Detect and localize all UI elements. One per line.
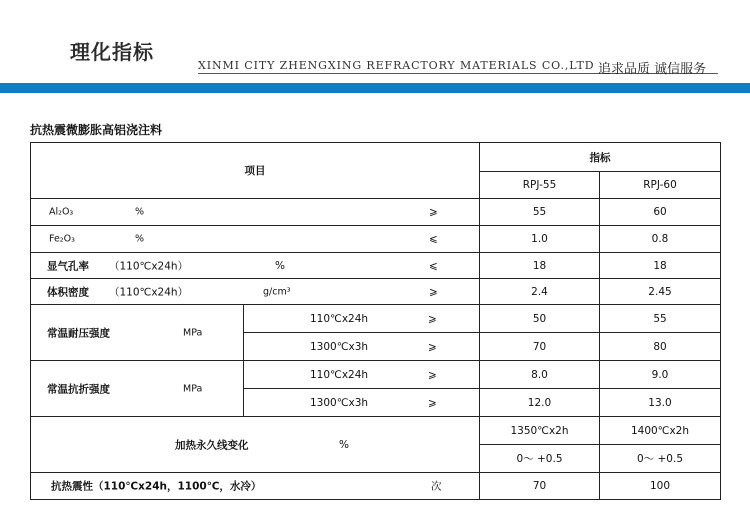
company-slogan: 追求品质 诚信服务 [598, 62, 707, 77]
table-row [31, 417, 721, 445]
condition-cell: 110℃x24h ⩾ [244, 305, 480, 333]
value-cell: 70 [480, 333, 600, 361]
value-cell: 2.4 [480, 279, 600, 305]
table-row [31, 361, 721, 389]
value-cell: 18 [600, 253, 721, 279]
value-cell: 9.0 [600, 361, 721, 389]
row-label-linear-change: 加热永久线变化 % [31, 417, 480, 473]
condition-cell: 1300℃x3h ⩾ [244, 389, 480, 417]
table-row [31, 226, 721, 253]
row-label-porosity: 显气孔率 （110℃x24h） % ⩽ [31, 253, 480, 279]
row-label-fe2o3: Fe₂O₃ % ⩽ [31, 226, 480, 253]
header-panel [0, 0, 750, 83]
value-cell: 50 [480, 305, 600, 333]
value-cell: 13.0 [600, 389, 721, 417]
header-banner [0, 0, 750, 93]
row-label-thermal-shock: 抗热震性（110℃x24h，1100℃，水冷） 次 [31, 473, 480, 500]
value-cell: 70 [480, 473, 600, 500]
table-header-row [31, 143, 721, 172]
value-cell: 0～ +0.5 [600, 445, 721, 473]
item-header: 项目 [31, 143, 480, 199]
page-title: 理化指标 [70, 40, 154, 64]
index-header: 指标 [480, 143, 721, 172]
row-label-crush-strength: 常温耐压强度 MPa [31, 305, 244, 361]
value-cell: 60 [600, 199, 721, 226]
table-row [31, 305, 721, 333]
condition-cell: 1300℃x3h ⩾ [244, 333, 480, 361]
condition-cell: 1350℃x2h [480, 417, 600, 445]
value-cell: 55 [600, 305, 721, 333]
value-cell: 0.8 [600, 226, 721, 253]
row-label-bend-strength: 常温抗折强度 MPa [31, 361, 244, 417]
condition-cell: 110℃x24h ⩾ [244, 361, 480, 389]
table-row [31, 199, 721, 226]
value-cell: 12.0 [480, 389, 600, 417]
value-cell: 8.0 [480, 361, 600, 389]
value-cell: 1.0 [480, 226, 600, 253]
grade-rpj60-header: RPJ-60 [600, 172, 721, 199]
value-cell: 80 [600, 333, 721, 361]
table-row [31, 473, 721, 500]
value-cell: 0～ +0.5 [480, 445, 600, 473]
value-cell: 2.45 [600, 279, 721, 305]
value-cell: 55 [480, 199, 600, 226]
row-label-density: 体积密度 （110℃x24h） g/cm³ ⩾ [31, 279, 480, 305]
value-cell: 18 [480, 253, 600, 279]
row-label-al2o3: Al₂O₃ % ⩾ [31, 199, 480, 226]
table-row [31, 253, 721, 279]
spec-table [30, 142, 721, 500]
value-cell: 100 [600, 473, 721, 500]
table-row [31, 279, 721, 305]
company-name: XINMI CITY ZHENGXING REFRACTORY MATERIALS CO.,LTD [198, 59, 595, 72]
product-title: 抗热震微膨胀高铝浇注料 [30, 123, 163, 137]
grade-rpj55-header: RPJ-55 [480, 172, 600, 199]
condition-cell: 1400℃x2h [600, 417, 721, 445]
